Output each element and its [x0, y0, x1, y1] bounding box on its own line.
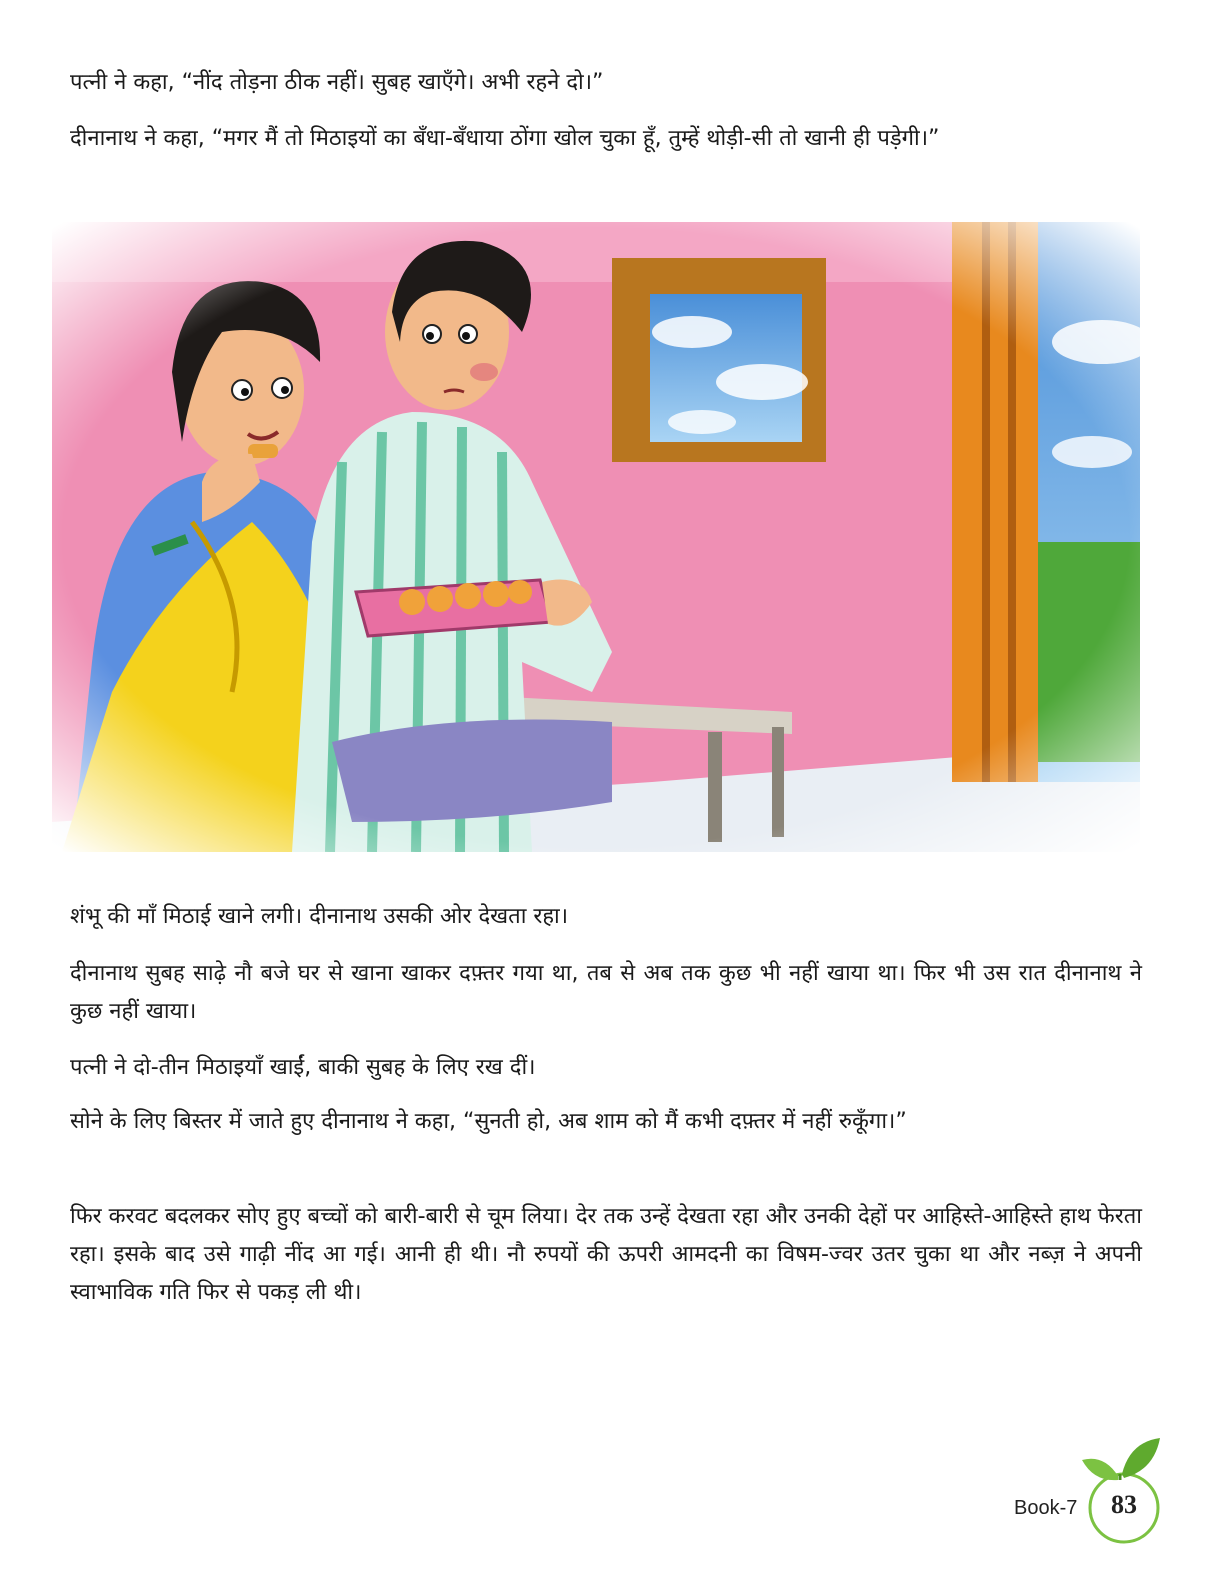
paragraph-3: शंभू की माँ मिठाई खाने लगी। दीनानाथ उसकी ओर देखता रहा।	[70, 904, 569, 929]
leaf-sprout-icon	[1074, 1424, 1164, 1544]
story-illustration-svg	[52, 222, 1140, 852]
book-label: Book-7	[1014, 1497, 1078, 1519]
paragraph-4: दीनानाथ सुबह साढ़े नौ बजे घर से खाना खाकर दफ़्तर गया था, तब से अब तक कुछ भी नहीं खाया था। फिर भी उस रात दीनानाथ ने कुछ नहीं खाया।	[70, 961, 1142, 1024]
paragraph-5: पत्नी ने दो-तीन मिठाइयाँ खाईं, बाकी सुबह के लिए रख दीं।	[70, 1055, 536, 1080]
paragraph-2: दीनानाथ ने कहा, “मगर मैं तो मिठाइयों का बँधा-बँधाया ठोंगा खोल चुका हूँ, तुम्हें थोड़ी-सी तो खानी ही पड़ेगी।”	[70, 126, 940, 151]
paragraph-6: सोने के लिए बिस्तर में जाते हुए दीनानाथ ने कहा, “सुनती हो, अब शाम को मैं कभी दफ़्तर में नहीं रुकूँगा।”	[70, 1109, 907, 1134]
page-number: 83	[1111, 1490, 1137, 1519]
paragraph-1: पत्नी ने कहा, “नींद तोड़ना ठीक नहीं। सुबह खाएँगे। अभी रहने दो।”	[70, 70, 604, 95]
story-illustration	[52, 222, 1140, 852]
paragraph-7: फिर करवट बदलकर सोए हुए बच्चों को बारी-बारी से चूम लिया। देर तक उन्हें देखता रहा और उनकी देहों पर आहिस्ते-आहिस्ते हाथ फेरता रहा। इसके बाद उसे गाढ़ी नींद आ गई। आनी ही थी। नौ रुपयों की ऊपरी आमदनी का विषम-ज्वर उतर चुका था और नब्ज़ ने अपनी स्वाभाविक गति फिर से पकड़ ली थी।	[70, 1204, 1142, 1305]
